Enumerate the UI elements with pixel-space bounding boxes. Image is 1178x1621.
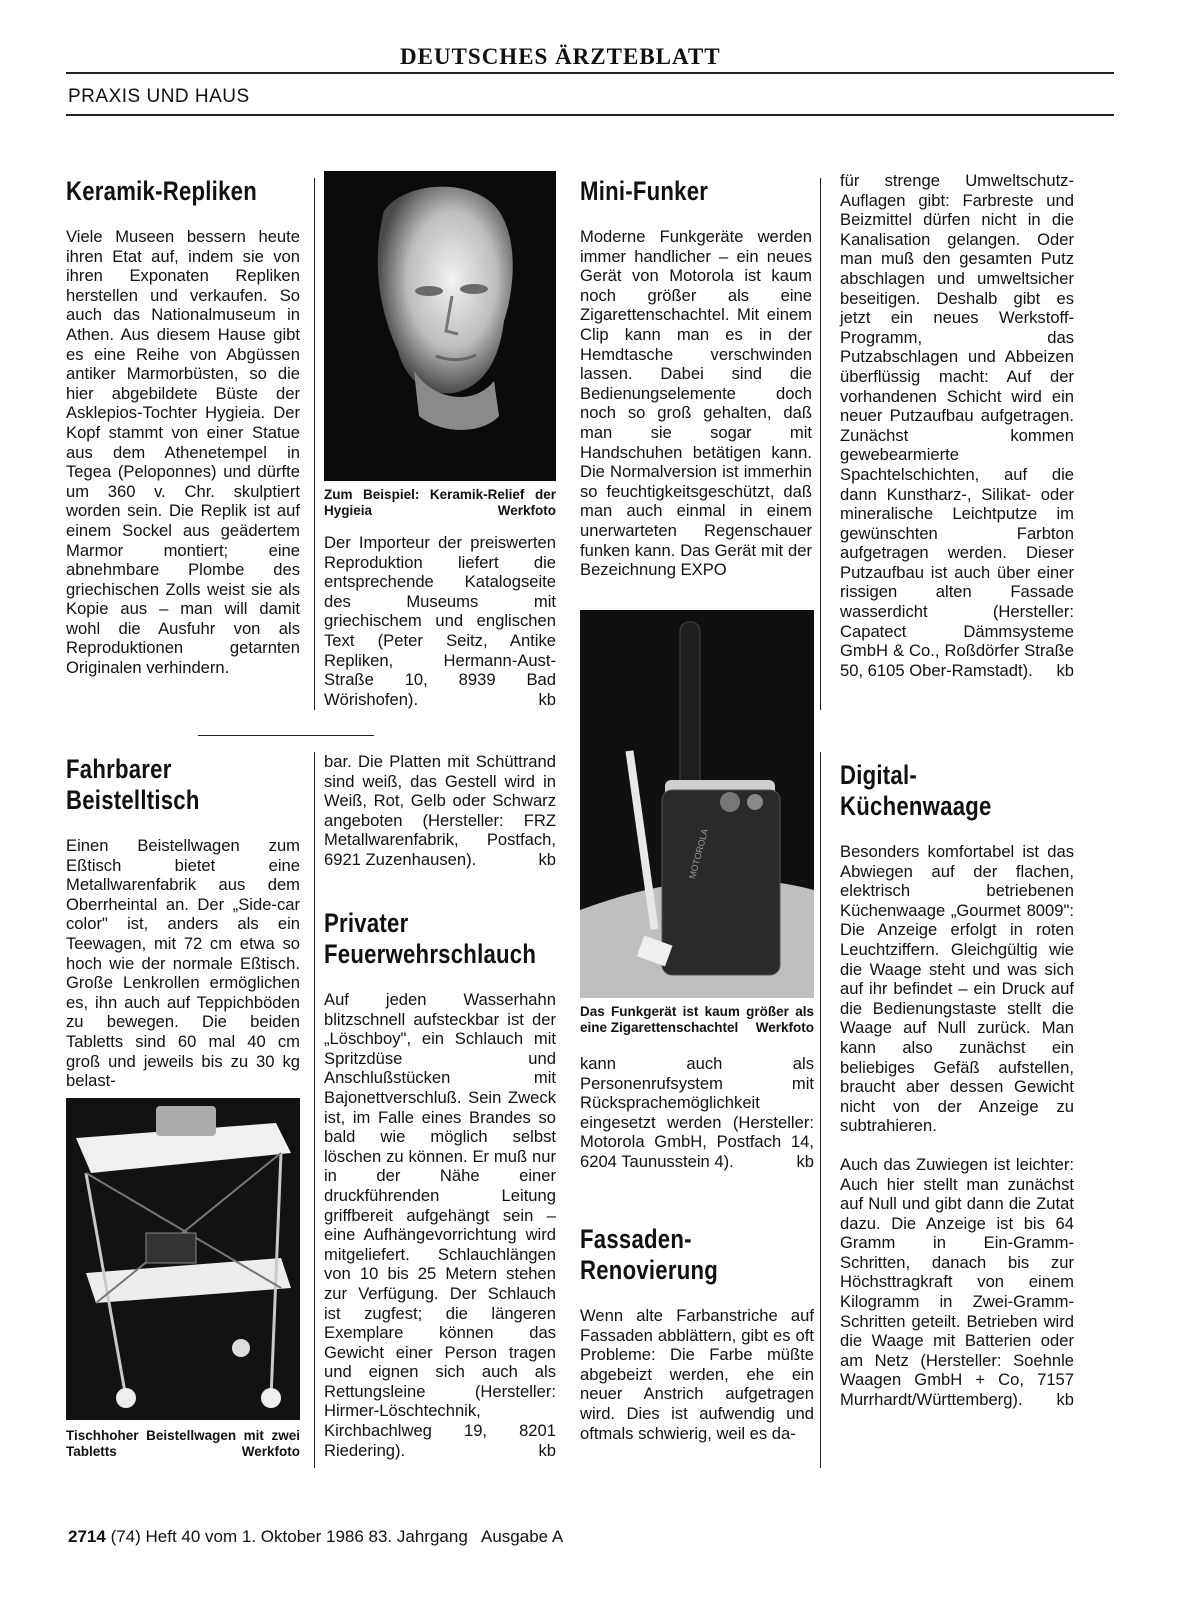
- article-text: für strenge Umweltschutz-Auflagen gibt: Farbreste und Beizmittel dürfen nicht in die Kanalisation gelangen. Oder man muß den gesamten Putz abschlagen und umweltsicher beseitigen. Deshalb gibt es jetzt ein neues Werkstoff-Programm, das Putzabschlagen und Abbeizen überflüssig macht: Auf der vorhandenen Schicht wird ein neuer Putzaufbau aufgetragen. Zunächst kommen gewebearmierte Spachtelschichten, auf die dann Kunstharz-, Silikat- oder mineralische Leichtputze im gewünschten Farbton aufgetragen werden. Dieser Putzaufbau ist auch über einer rissigen alten Fassade wasserdicht (Hersteller: Capatect Dämmsysteme GmbH & Co., Roßdörfer Straße 50, 6105 Ober-Ramstadt). kb: [840, 171, 1074, 680]
- article-schlauch: [324, 908, 556, 1460]
- radio-photo: [580, 610, 814, 998]
- caption-credit: Werkfoto: [755, 1020, 814, 1035]
- page-number: 2714: [68, 1527, 106, 1546]
- article-title: Fahrbarer Beistelltisch: [66, 754, 200, 815]
- author-initials: kb: [538, 1440, 556, 1460]
- author-initials: kb: [1056, 1390, 1074, 1410]
- article-title: Privater Feuerwehrschlauch: [324, 908, 537, 969]
- article-funker: [580, 176, 812, 580]
- photo-caption: Zum Beispiel: Keramik-Relief der Hygieia Werkfoto: [324, 487, 556, 518]
- column-divider: [820, 752, 821, 1468]
- column-divider: [314, 752, 315, 1468]
- column-divider: [314, 178, 315, 710]
- article-text: bar. Die Platten mit Schüttrand sind weiß, das Gestell wird in Weiß, Rot, Gelb oder Schwarz angeboten (Hersteller: FRZ Metallwarenfabrik, Postfach, 6921 Zuzenhausen). kb: [324, 752, 556, 869]
- author-initials: kb: [538, 689, 556, 709]
- article-waage: [840, 760, 1074, 1410]
- radio-illustration: [580, 610, 814, 998]
- radio-brand-label: MOTOROLA: [687, 827, 711, 880]
- page-footer: [68, 1527, 563, 1547]
- header-rule-top: [66, 72, 1114, 74]
- article-tisch-cont: [324, 752, 556, 870]
- section-divider: [198, 735, 374, 736]
- article-title: Mini-Funker: [580, 176, 709, 206]
- article-text: Der Importeur der preiswerten Reproduktion liefert die entsprechende Katalogseite des Museums mit griechischem und englischen Text (Peter Seitz, Antike Repliken, Hermann-Aust-Straße 10, 8939 Bad Wörishofen). kb: [324, 533, 556, 709]
- article-text: kann auch als Personenrufsystem mit Rücksprachemöglichkeit eingesetzt werden (Hersteller: Motorola GmbH, Postfach 14, 6204 Taunusstein 4). kb: [580, 1054, 814, 1171]
- header-rule-bottom: [66, 114, 1114, 116]
- cart-photo: [66, 1098, 300, 1420]
- article-fassade-cont: [840, 171, 1074, 680]
- article-funker-cont: [580, 1004, 814, 1172]
- caption-credit: Werkfoto: [497, 503, 556, 518]
- bust-illustration: [324, 171, 556, 481]
- photo-caption: Das Funkgerät ist kaum größer als eine Zigarettenschachtel Werkfoto: [580, 1004, 814, 1035]
- masthead: DEUTSCHES ÄRZTEBLATT: [400, 44, 721, 69]
- author-initials: kb: [538, 849, 556, 869]
- article-text: Wenn alte Farbanstriche auf Fassaden abblättern, gibt es oft Probleme: Die Farbe müßte abgebeizt werden, ehe ein neuer Anstrich aufgetragen wird. Dies ist aufwendig und oftmals schwierig, weil es da-: [580, 1306, 814, 1443]
- article-fassade: [580, 1224, 814, 1443]
- column-divider: [820, 178, 821, 710]
- issue-info: (74) Heft 40 vom 1. Oktober 1986 83. Jahrgang Ausgabe A: [110, 1527, 564, 1546]
- article-text: Viele Museen bessern heute ihren Etat auf, indem sie von ihren Exponaten Repliken herstellen und verkaufen. So auch das Nationalmuseum in Athen. Aus diesem Hause gibt es eine Reihe von Abgüssen antiker Marmorbüsten, so die hier abgebildete Büste der Asklepios-Tochter Hygieia. Der Kopf stammt von einer Statue aus dem Athenetempel in Tegea (Peloponnes) und dürfte um 360 v. Chr. skulptiert worden sein. Die Replik ist auf einem Sockel aus geädertem Marmor montiert; eine abnehmbare Plombe des griechischen Zolls weist sie als Kopie aus – man will damit wohl die Ausfuhr von als Reproduktionen getarnten Originalen verhindern.: [66, 227, 300, 678]
- photo-caption: Tischhoher Beistellwagen mit zwei Tabletts Werkfoto: [66, 1428, 300, 1459]
- article-tisch: [66, 754, 300, 1091]
- author-initials: kb: [796, 1151, 814, 1171]
- article-title: Fassaden-Renovierung: [580, 1224, 719, 1285]
- article-text: Einen Beistellwagen zum Eßtisch bietet eine Metallwarenfabrik aus dem Oberrheintal an. Der „Side-car color" ist, anders als ein Teewagen, mit 72 cm etwa so hoch wie der normale Eßtisch. Große Lenkrollen ermöglichen es, ihn auch auf Teppichböden zu bewegen. Die beiden Tabletts sind 60 mal 40 cm groß und jeweils bis zu 30 kg belast-: [66, 836, 300, 1091]
- article-keramik: [66, 176, 300, 678]
- cart-caption-wrap: [66, 1428, 300, 1460]
- section-title: PRAXIS UND HAUS: [68, 86, 250, 107]
- article-text: Besonders komfortabel ist das Abwiegen auf der flachen, elektrisch betriebenen Küchenwaage „Gourmet 8009": Die Anzeige erfolgt in roten Leuchtziffern. Gleichgültig wie die Waage steht und was sich auf ihr befindet – ein Druck auf die Bedienungstaste stellt die Waage auf Null zurück. Man kann also zunächst ein beliebiges Gefäß aufstellen, braucht aber dessen Gewicht nicht von der Anzeige zu subtrahieren.: [840, 842, 1074, 1136]
- article-text: Auch das Zuwiegen ist leichter: Auch hier stellt man zunächst auf Null und gibt dann die Zutat dazu. Die Anzeige ist bis 64 Gramm in Ein-Gramm-Schritten, danach bis zur Höchsttragkraft von einem Kilogramm in Zwei-Gramm-Schritten geteilt. Betrieben wird die Waage mit Batterien oder am Netz (Hersteller: Soehnle Waagen GmbH + Co, 7157 Murrhardt/Württemberg). kb: [840, 1154, 1074, 1410]
- author-initials: kb: [1056, 660, 1074, 680]
- article-text: Moderne Funkgeräte werden immer handlicher – ein neues Gerät von Motorola ist kaum noch größer als eine Zigarettenschachtel. Mit einem Clip kann man es in der Hemdtasche verschwinden lassen. Dabei sind die Bedienungselemente doch noch so groß gehalten, daß man sie sogar mit Handschuhen betätigen kann. Die Normalversion ist immerhin so feuchtigkeitsgeschützt, daß man auch einmal in einem unerwarteten Regenschauer funken kann. Das Gerät mit der Bezeichnung EXPO: [580, 227, 812, 580]
- article-text: Auf jeden Wasserhahn blitzschnell aufsteckbar ist der „Löschboy", ein Schlauch mit Spritzdüse und Anschlußstücken mit Bajonettverschluß. Sein Zweck ist, im Falle eines Brandes so bald wie möglich selbst löschen zu können. Er muß nur in der Nähe einer druckführenden Leitung griffbereit aufgehängt sein – eine Aufhängevorrichtung wird mitgeliefert. Schlauchlängen von 10 bis 25 Metern stehen zur Verfügung. Der Schlauch ist zugfest; die längeren Exemplare können das Gewicht einer Person tragen und eignen sich auch als Rettungsleine (Hersteller: Hirmer-Löschtechnik, Kirchbachlweg 19, 8201 Riedering). kb: [324, 990, 556, 1460]
- article-title: Keramik-Repliken: [66, 176, 257, 206]
- caption-credit: Werkfoto: [241, 1444, 300, 1459]
- cart-illustration: [66, 1098, 300, 1420]
- article-keramik-cont: [324, 487, 556, 709]
- article-title: Digital-Küchenwaage: [840, 760, 992, 821]
- hygieia-photo: [324, 171, 556, 481]
